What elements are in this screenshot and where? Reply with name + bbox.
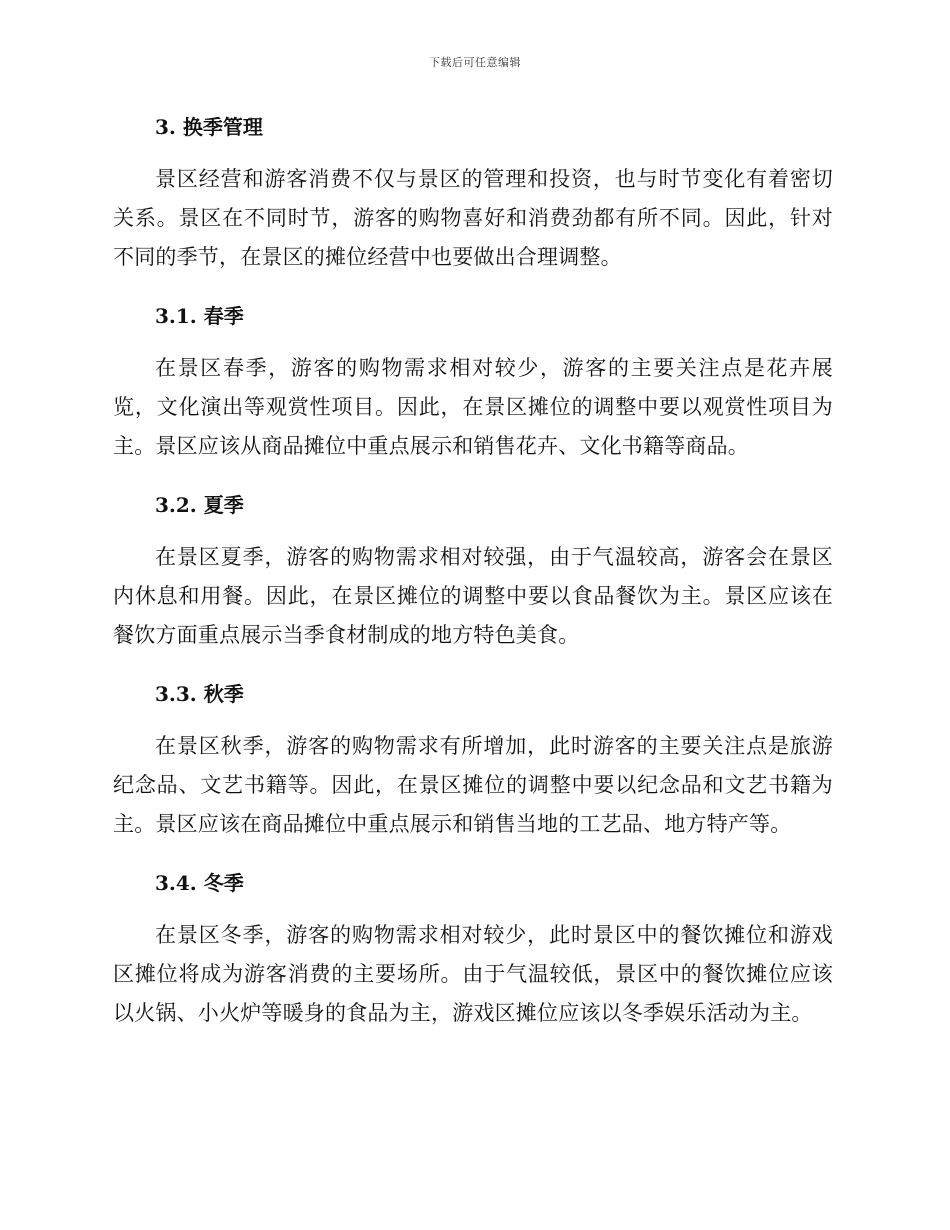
section-spring xyxy=(113,299,833,466)
section-summer xyxy=(113,488,833,655)
section-winter xyxy=(113,866,833,1033)
section-heading: 3.2. 夏季 xyxy=(155,493,244,517)
section-heading: 3.1. 春季 xyxy=(155,304,244,328)
section-heading: 3.3. 秋季 xyxy=(155,682,244,706)
section-heading: 3.4. 冬季 xyxy=(155,871,244,895)
header-note: 下载后可任意编辑 xyxy=(429,56,521,69)
document-body xyxy=(113,110,833,1055)
section-autumn xyxy=(113,677,833,844)
section-paragraph: 在景区冬季，游客的购物需求相对较少，此时景区中的餐饮摊位和游戏区摊位将成为游客消费的主要场所。由于气温较低，景区中的餐饮摊位应该以火锅、小火炉等暖身的食品为主，游戏区摊位应该以冬季娱乐活动为主。 xyxy=(113,923,833,1025)
section-heading: 3. 换季管理 xyxy=(155,115,263,139)
section-paragraph: 在景区秋季，游客的购物需求有所增加，此时游客的主要关注点是旅游纪念品、文艺书籍等。因此，在景区摊位的调整中要以纪念品和文艺书籍为主。景区应该在商品摊位中重点展示和销售当地的工艺品、地方特产等。 xyxy=(113,734,833,836)
section-paragraph: 景区经营和游客消费不仅与景区的管理和投资，也与时节变化有着密切关系。景区在不同时节，游客的购物喜好和消费劲都有所不同。因此，针对不同的季节，在景区的摊位经营中也要做出合理调整。 xyxy=(113,167,833,269)
section-paragraph: 在景区夏季，游客的购物需求相对较强，由于气温较高，游客会在景区内休息和用餐。因此，在景区摊位的调整中要以食品餐饮为主。景区应该在餐饮方面重点展示当季食材制成的地方特色美食。 xyxy=(113,545,833,647)
section-paragraph: 在景区春季，游客的购物需求相对较少，游客的主要关注点是花卉展览，文化演出等观赏性项目。因此，在景区摊位的调整中要以观赏性项目为主。景区应该从商品摊位中重点展示和销售花卉、文化书籍等商品。 xyxy=(113,356,833,458)
section-season-management xyxy=(113,110,833,277)
